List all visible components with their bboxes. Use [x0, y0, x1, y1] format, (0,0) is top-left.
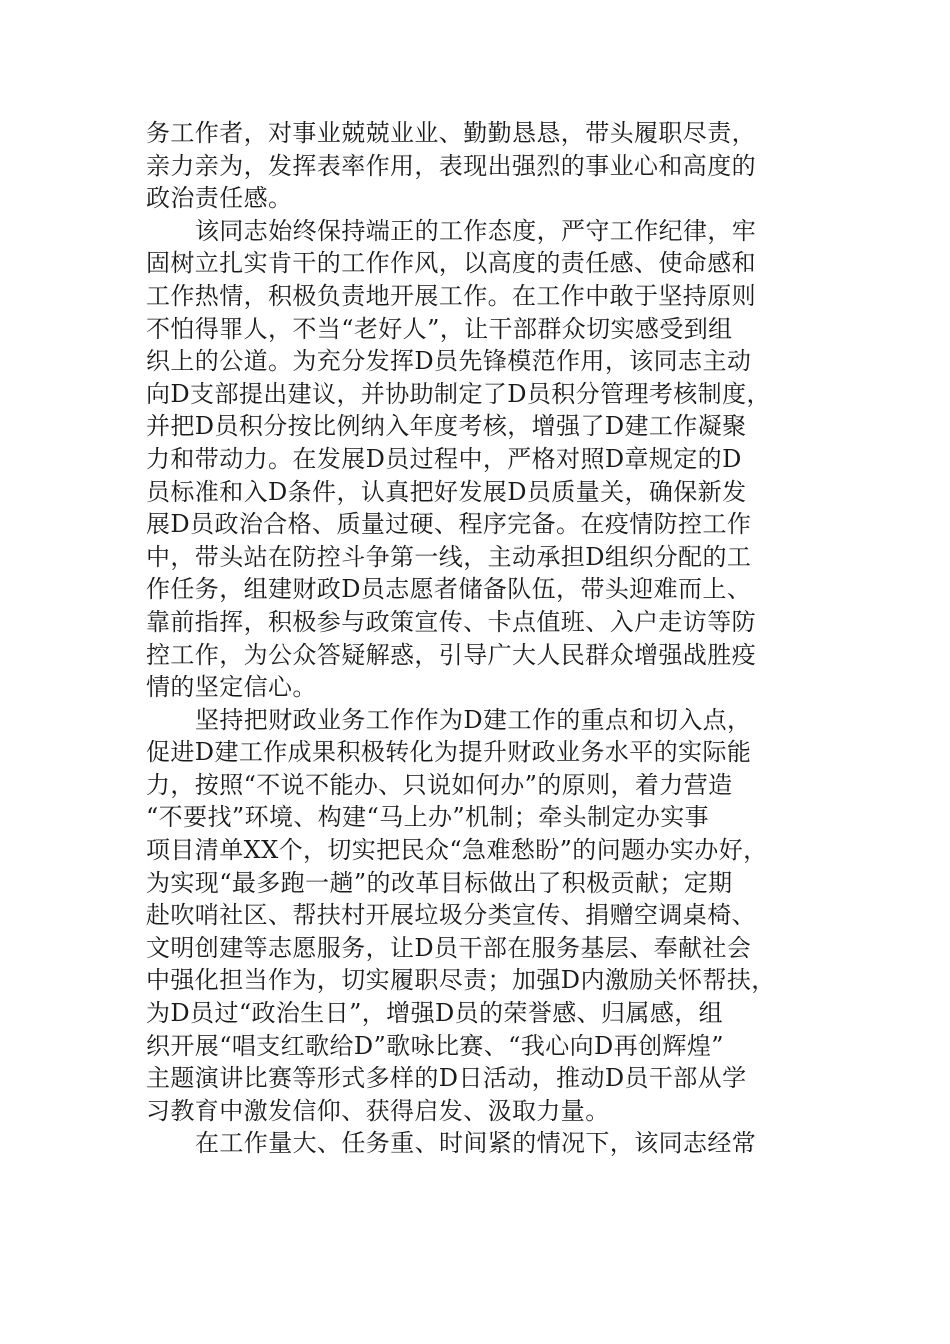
text-line: 为实现“最多跑一趟”的改革目标做出了积极贡献；定期: [146, 868, 733, 897]
text-line: 政治责任感。: [146, 184, 293, 213]
document-page: [146, 117, 806, 1160]
text-line: 工作热情，积极负责地开展工作。在工作中敢于坚持原则: [146, 281, 756, 310]
paragraph: [146, 117, 806, 215]
paragraph: [146, 215, 806, 704]
text-line: 员标准和入D条件，认真把好发展D员质量关，确保新发: [146, 477, 747, 506]
text-line: 务工作者，对事业兢兢业业、勤勤恳恳，带头履职尽责，: [146, 119, 756, 147]
text-line: 坚持把财政业务工作作为D建工作的重点和切入点，: [195, 705, 752, 734]
text-line: 织开展“唱支红歌给D”歌咏比赛、“我心向D再创辉煌”: [146, 1031, 724, 1060]
text-line: 促进D建工作成果积极转化为提升财政业务水平的实际能: [146, 738, 752, 767]
text-line: 在工作量大、任务重、时间紧的情况下，该同志经常: [195, 1129, 757, 1158]
text-line: 情的坚定信心。: [146, 673, 317, 702]
text-line: 赴吹哨社区、帮扶村开展垃圾分类宣传、捐赠空调桌椅、: [146, 901, 756, 930]
text-line: 力，按照“不说不能办、只说如何办”的原则，着力营造: [146, 770, 733, 799]
paragraph: [146, 704, 806, 1128]
text-line: 展D员政治合格、质量过硬、程序完备。在疫情防控工作: [146, 510, 752, 539]
text-line: 主题演讲比赛等形式多样的D日活动，推动D员干部从学: [146, 1064, 747, 1093]
paragraph: [146, 1127, 806, 1160]
text-line: 向D支部提出建议，并协助制定了D员积分管理考核制度，: [146, 379, 771, 408]
text-line: 中强化担当作为，切实履职尽责；加强D内激励关怀帮扶，: [146, 966, 776, 995]
text-line: 为D员过“政治生日”，增强D员的荣誉感、归属感，组: [146, 999, 724, 1028]
text-line: 靠前指挥，积极参与政策宣传、卡点值班、入户走访等防: [146, 607, 756, 636]
text-line: 项目清单XX个，切实把民众“急难愁盼”的问题办实办好，: [146, 836, 768, 865]
text-line: 习教育中激发信仰、获得启发、汲取力量。: [146, 1096, 610, 1125]
text-line: 固树立扎实肯干的工作作风，以高度的责任感、使命感和: [146, 249, 756, 278]
text-line: 文明创建等志愿服务，让D员干部在服务基层、奉献社会: [146, 933, 752, 962]
text-line: 织上的公道。为充分发挥D员先锋模范作用，该同志主动: [146, 347, 752, 376]
text-line: 并把D员积分按比例纳入年度考核，增强了D建工作凝聚: [146, 412, 747, 441]
text-line: 亲力亲为，发挥表率作用，表现出强烈的事业心和高度的: [146, 151, 756, 180]
text-line: 作任务，组建财政D员志愿者储备队伍，带头迎难而上、: [146, 575, 752, 604]
text-line: 控工作，为公众答疑解惑，引导广大人民群众增强战胜疫: [146, 640, 756, 669]
text-line: 不怕得罪人，不当“老好人”，让干部群众切实感受到组: [146, 314, 733, 343]
text-line: 该同志始终保持端正的工作态度，严守工作纪律，牢: [195, 216, 757, 245]
text-line: 中，带头站在防控斗争第一线，主动承担D组织分配的工: [146, 542, 752, 571]
text-line: 力和带动力。在发展D员过程中，严格对照D章规定的D: [146, 444, 742, 473]
text-line: “不要找”环境、构建“马上办”机制；牵头制定办实事: [146, 803, 710, 832]
